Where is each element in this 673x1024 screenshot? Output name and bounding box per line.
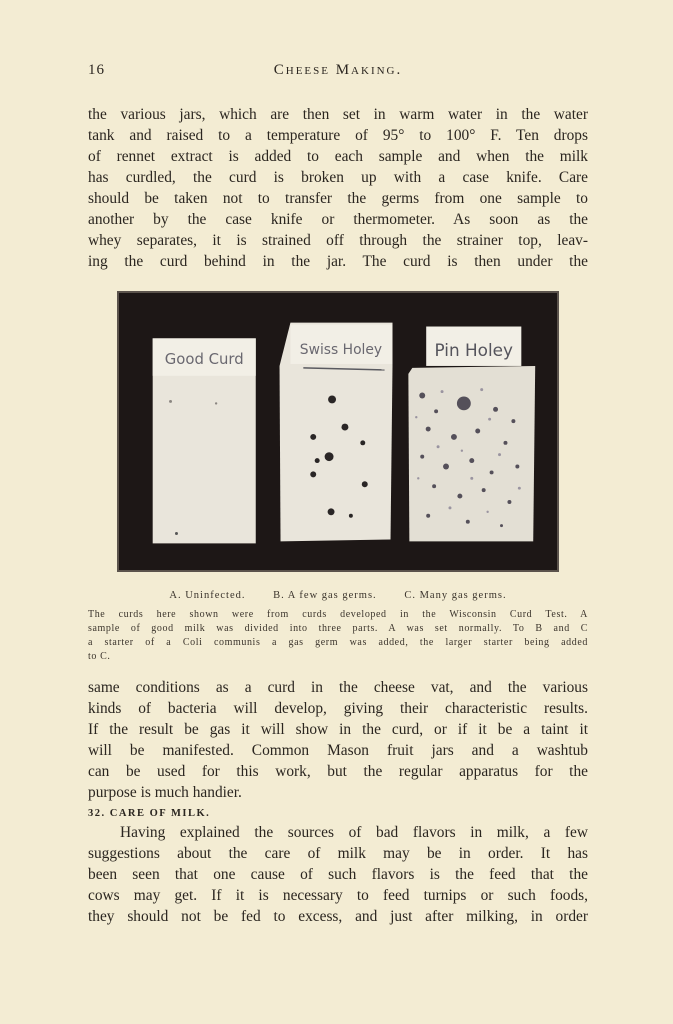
text-line: If the result be gas it will show in the curd, or if it be a taint it: [88, 721, 588, 738]
paragraph-3: [88, 822, 588, 927]
label-swiss-holey: Swiss Holey: [299, 342, 383, 359]
caption-c: C. Many gas germs.: [404, 590, 507, 601]
text-line: tank and raised to a temperature of 95° to 100° F. Ten drops: [88, 127, 588, 144]
caption-line: sample of good milk was divided into three parts. A was set normally. To B and C: [88, 623, 588, 634]
text-line: purpose is much handier.: [88, 784, 242, 801]
text-line: been seen that one cause of such flavors is the feed that the: [88, 866, 588, 883]
text-line: kinds of bacteria will develop, giving their characteristic results.: [88, 700, 588, 717]
curd-photo-illustration: [119, 293, 557, 570]
text-line: suggestions about the care of milk may be in order. It has: [88, 845, 588, 862]
text-line: they should not be fed to excess, and just after milking, in order: [88, 908, 588, 925]
running-title: Cheese Making.: [273, 62, 403, 78]
text-line: of rennet extract is added to each sample and when the milk: [88, 148, 588, 165]
text-line: Having explained the sources of bad flavors in milk, a few: [120, 824, 588, 841]
caption-b: B. A few gas germs.: [273, 590, 377, 601]
paragraph-2: [88, 677, 588, 803]
text-line: same conditions as a curd in the cheese vat, and the various: [88, 679, 588, 696]
label-pin-holey: Pin Holey: [434, 340, 513, 361]
curd-test-photo: [117, 291, 559, 572]
text-line: has curdled, the curd is broken up with a case knife. Care: [88, 169, 588, 186]
caption-line: to C.: [88, 651, 111, 662]
figure-caption-note: [88, 608, 588, 664]
text-line: the various jars, which are then set in warm water in the water: [88, 106, 588, 123]
section-heading: 32. CARE OF MILK.: [88, 808, 211, 819]
caption-line: a starter of a Coli communis a gas germ was added, the larger starter being added: [88, 637, 588, 648]
caption-a: A. Uninfected.: [169, 590, 246, 601]
text-line: cows may get. If it is necessary to feed turnips or such foods,: [88, 887, 588, 904]
page-number: 16: [88, 62, 105, 78]
text-line: another by the case knife or thermometer. As soon as the: [88, 211, 588, 228]
caption-line: The curds here shown were from curds developed in the Wisconsin Curd Test. A: [88, 609, 588, 620]
text-line: can be used for this work, but the regular apparatus for the: [88, 763, 588, 780]
paragraph-1: [88, 104, 588, 272]
text-line: ing the curd behind in the jar. The curd is then under the: [88, 253, 588, 270]
text-line: should be taken not to transfer the germs from one sample to: [88, 190, 588, 207]
text-line: whey separates, it is strained off through the strainer top, leav-: [88, 232, 588, 249]
page-header: [88, 62, 588, 82]
label-good-curd: Good Curd: [164, 351, 244, 368]
figure-caption-legend: [88, 590, 588, 601]
text-line: will be manifested. Common Mason fruit jars and a washtub: [88, 742, 588, 759]
